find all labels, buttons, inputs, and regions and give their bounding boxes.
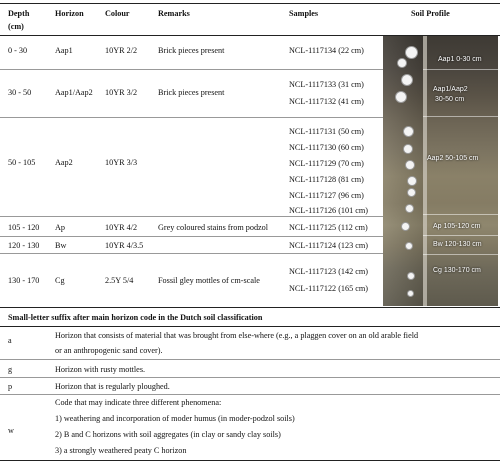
row-sample: NCL-1117132 (41 cm) <box>289 97 364 106</box>
table-top-rule <box>0 3 500 4</box>
sample-marker <box>405 204 414 213</box>
profile-label: Aap1 0-30 cm <box>438 56 482 63</box>
row-rule <box>0 216 383 217</box>
row-depth: 120 - 130 <box>8 241 40 250</box>
row-sample: NCL-1117133 (31 cm) <box>289 80 364 89</box>
header-samples: Samples <box>289 9 319 18</box>
row-rule <box>0 253 383 254</box>
row-rule <box>0 69 383 70</box>
suffix-description-line: Code that may indicate three different phenomena: <box>55 398 222 407</box>
row-rule <box>0 117 383 118</box>
row-depth: 30 - 50 <box>8 88 32 97</box>
row-sample: NCL-1117131 (50 cm) <box>289 127 364 136</box>
row-sample: NCL-1117122 (165 cm) <box>289 284 368 293</box>
soil-profile-photo <box>383 36 498 306</box>
sample-marker <box>401 222 410 231</box>
row-horizon: Bw <box>55 241 67 250</box>
header-soil-profile: Soil Profile <box>411 9 450 18</box>
profile-label: 30-50 cm <box>435 96 465 103</box>
sample-marker <box>401 74 413 86</box>
profile-label: Ap 105-120 cm <box>433 223 481 230</box>
row-remarks: Brick pieces present <box>158 46 225 55</box>
row-colour: 10YR 3/2 <box>105 88 138 97</box>
row-colour: 10YR 4/3.5 <box>105 241 144 250</box>
row-horizon: Cg <box>55 276 65 285</box>
row-sample: NCL-1117123 (142 cm) <box>289 267 368 276</box>
table-bottom-rule <box>0 460 500 461</box>
row-depth: 50 - 105 <box>8 158 36 167</box>
row-depth: 130 - 170 <box>8 276 40 285</box>
measuring-rod <box>423 36 427 306</box>
sample-marker <box>407 176 417 186</box>
row-sample: NCL-1117129 (70 cm) <box>289 159 364 168</box>
suffix-description-line: Horizon that consists of material that was brought from else-where (e.g., a plaggen cover on an old arable field <box>55 331 419 340</box>
row-sample: NCL-1117125 (112 cm) <box>289 223 368 232</box>
sample-marker <box>397 58 407 68</box>
section-header-rule <box>0 326 500 327</box>
profile-label: Aap2 50-105 cm <box>427 155 479 162</box>
profile-horizon-boundary <box>423 235 498 236</box>
header-depth-unit: (cm) <box>8 22 24 31</box>
suffix-description-line: 1) weathering and incorporation of moder humus (in moder-podzol soils) <box>55 414 295 423</box>
sample-marker <box>407 290 414 297</box>
row-horizon: Aap1/Aap2 <box>55 88 93 97</box>
row-colour: 10YR 3/3 <box>105 158 138 167</box>
sample-marker <box>403 126 414 137</box>
suffix-code: w <box>8 426 14 435</box>
row-depth: 105 - 120 <box>8 223 40 232</box>
row-rule <box>0 394 500 395</box>
row-sample: NCL-1117130 (60 cm) <box>289 143 364 152</box>
header-depth: Depth <box>8 9 30 18</box>
row-remarks: Grey coloured stains from podzol <box>158 223 269 232</box>
suffix-description-line: 3) a strongly weathered peaty C horizon <box>55 446 187 455</box>
suffix-description-line: or an anthropogenic sand cover). <box>55 346 163 355</box>
profile-label: Bw 120-130 cm <box>433 241 482 248</box>
profile-horizon-boundary <box>423 116 498 117</box>
sample-marker <box>407 188 416 197</box>
section-top-rule <box>0 307 500 308</box>
profile-label: Cg 130-170 cm <box>433 267 481 274</box>
sample-marker <box>395 91 407 103</box>
sample-marker <box>403 144 413 154</box>
header-remarks: Remarks <box>158 9 190 18</box>
row-rule <box>0 236 383 237</box>
suffix-description-line: Horizon with rusty mottles. <box>55 365 146 374</box>
row-horizon: Aap1 <box>55 46 73 55</box>
sample-marker <box>405 242 413 250</box>
suffix-code: g <box>8 365 13 374</box>
row-remarks: Brick pieces present <box>158 88 225 97</box>
suffix-description-line: 2) B and C horizons with soil aggregates (in clay or sandy clay soils) <box>55 430 281 439</box>
row-colour: 10YR 4/2 <box>105 223 138 232</box>
profile-horizon-boundary <box>423 214 498 215</box>
sample-marker <box>405 160 415 170</box>
header-colour: Colour <box>105 9 130 18</box>
row-sample: NCL-1117127 (96 cm) <box>289 191 364 200</box>
row-colour: 10YR 2/2 <box>105 46 138 55</box>
row-sample: NCL-1117134 (22 cm) <box>289 46 364 55</box>
row-sample: NCL-1117126 (101 cm) <box>289 206 368 215</box>
suffix-code: p <box>8 382 13 391</box>
row-colour: 2.5Y 5/4 <box>105 276 134 285</box>
row-remarks: Fossil gley mottles of cm-scale <box>158 276 260 285</box>
row-rule <box>0 359 500 360</box>
sample-marker <box>407 272 415 280</box>
row-sample: NCL-1117124 (123 cm) <box>289 241 368 250</box>
profile-label: Aap1/Aap2 <box>433 86 468 93</box>
header-horizon: Horizon <box>55 9 84 18</box>
row-depth: 0 - 30 <box>8 46 28 55</box>
suffix-section-title: Small-letter suffix after main horizon code in the Dutch soil classification <box>8 313 263 322</box>
profile-horizon-boundary <box>423 69 498 70</box>
row-horizon: Aap2 <box>55 158 73 167</box>
sample-marker <box>405 46 418 59</box>
suffix-code: a <box>8 336 12 345</box>
profile-horizon-boundary <box>423 254 498 255</box>
suffix-description-line: Horizon that is regularly ploughed. <box>55 382 170 391</box>
row-horizon: Ap <box>55 223 66 232</box>
row-rule <box>0 377 500 378</box>
row-sample: NCL-1117128 (81 cm) <box>289 175 364 184</box>
